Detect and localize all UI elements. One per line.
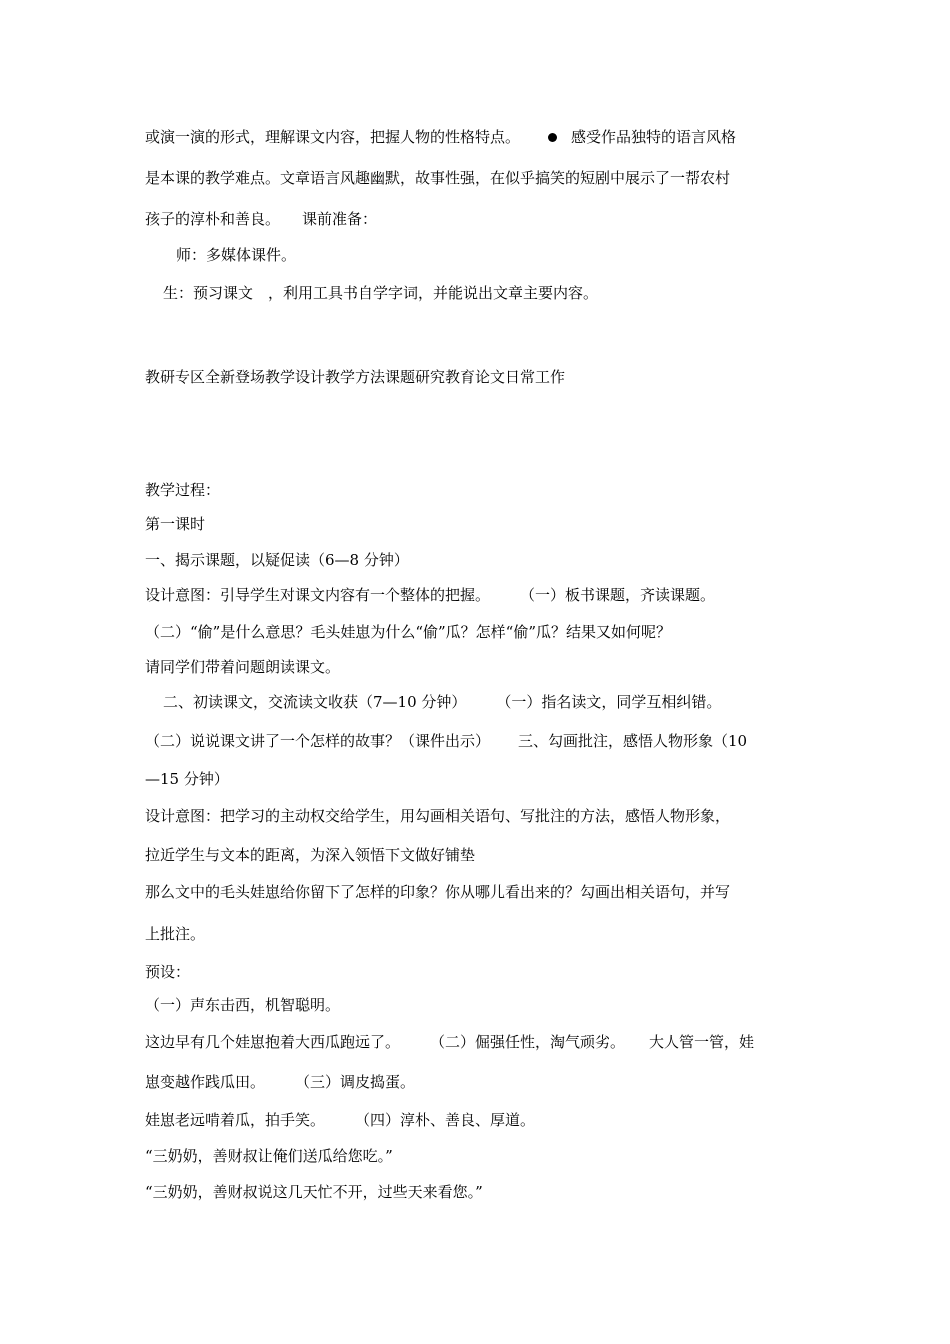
lesson-title: 第一课时: [145, 515, 206, 533]
read-instruction: 请同学们带着问题朗读课文。: [145, 658, 341, 676]
preset-quotes-2: [145, 1072, 415, 1092]
step-text: 二、初读课文，交流读文收获（7—10 分钟）: [163, 693, 467, 711]
preset-1: （一）声东击西，机智聪明。: [145, 996, 341, 1014]
quote-text: 这边早有几个娃崽抱着大西瓜跑远了。: [145, 1033, 401, 1051]
preset-quotes-3: [145, 1110, 535, 1130]
sub-step: （一）板书课题，齐读课题。: [520, 586, 716, 604]
quote-text: 崽变越作践瓜田。: [145, 1073, 266, 1091]
intro-text: 孩子的淳朴和善良。: [145, 210, 281, 228]
sub-step: （一）指名读文，同学互相纠错。: [496, 693, 722, 711]
student-prep: 生：预习课文 ，利用工具书自学字词，并能说出文章主要内容。: [163, 284, 599, 302]
quote-text: 大人管一管，娃: [649, 1033, 755, 1051]
process-heading: 教学过程：: [145, 481, 221, 499]
ask-a: 那么文中的毛头娃崽给你留下了怎样的印象？你从哪儿看出来的？勾画出相关语句，并写: [145, 883, 731, 901]
question-2: （二）“偷”是什么意思？毛头娃崽为什么“偷”瓜？怎样“偷”瓜？结果又如何呢？: [145, 623, 672, 641]
step-3-time: —15 分钟）: [145, 770, 229, 788]
preset-quotes-1: [145, 1032, 754, 1052]
preset-2: （二）倔强任性，淘气顽劣。: [430, 1033, 626, 1051]
intro-text: 感受作品独特的语言风格: [571, 128, 737, 146]
step-text: 三、勾画批注，感悟人物形象（10: [518, 732, 748, 750]
quote-1: “三奶奶，善财叔让俺们送瓜给您吃。”: [145, 1147, 393, 1165]
intro-line-3: [145, 209, 377, 229]
step-2: [163, 692, 721, 712]
intro-line-2: 是本课的教学难点。文章语言风趣幽默，故事性强，在似乎搞笑的短剧中展示了一帮农村: [145, 169, 731, 187]
intro-line-1: [145, 127, 736, 147]
prep-heading: 课前准备：: [302, 210, 378, 228]
intent-3-b: 拉近学生与文本的距离，为深入领悟下文做好铺垫: [145, 846, 476, 864]
ask-b: 上批注。: [145, 925, 206, 943]
preset-4: （四）淳朴、善良、厚道。: [355, 1111, 536, 1129]
intro-text: 或演一演的形式，理解课文内容，把握人物的性格特点。: [145, 128, 521, 146]
preset-3: （三）调皮捣蛋。: [295, 1073, 416, 1091]
intent-text: 设计意图：引导学生对课文内容有一个整体的把握。: [145, 586, 491, 604]
sub-step: （二）说说课文讲了一个怎样的故事？（课件出示）: [145, 732, 491, 750]
quote-2: “三奶奶，善财叔说这几天忙不开，过些天来看您。”: [145, 1183, 483, 1201]
teacher-prep: 师：多媒体课件。: [176, 246, 297, 264]
intent-1: [145, 585, 715, 605]
quote-text: 娃崽老远啃着瓜，拍手笑。: [145, 1111, 326, 1129]
step-2-3: [145, 731, 747, 751]
banner-text: 教研专区全新登场教学设计教学方法课题研究教育论文日常工作: [145, 368, 566, 386]
step-1: 一、揭示课题，以疑促读（6—8 分钟）: [145, 551, 409, 569]
bullet-icon: [548, 133, 557, 142]
intent-3-a: 设计意图：把学习的主动权交给学生，用勾画相关语句、写批注的方法，感悟人物形象，: [145, 807, 731, 825]
preset-heading: 预设：: [145, 963, 191, 981]
